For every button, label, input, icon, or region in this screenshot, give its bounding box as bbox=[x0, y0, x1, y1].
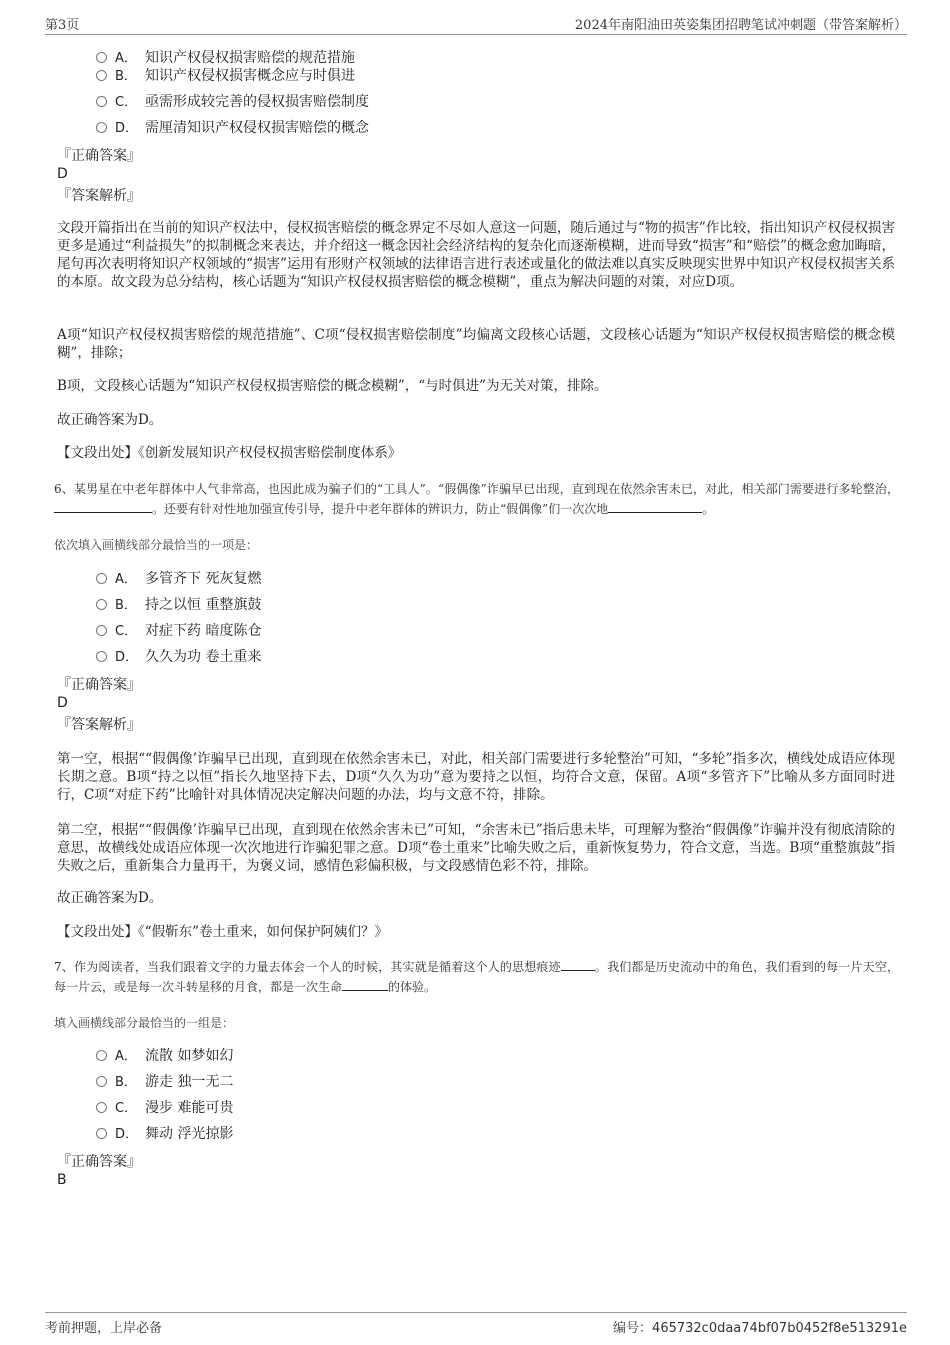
q6-analysis-paragraph: 第一空，根据““假偶像’诈骗早已出现，直到现在依然余害未已，对此，相关部门需要进行多轮整治”可知，“多轮”指多次，横线处成语应体现长期之意。B项“持之以恒”指长久地坚持下去，D项“久久为功”意为要持之以恒，均符合文意，保留。A项“多管齐下”比喻从多方面同时进行，C项“对症下药”比喻针对具体情况决定解决问题的办法，均与文意不符，排除。 bbox=[57, 751, 895, 803]
q6-option-a[interactable]: A． 多管齐下 死灰复燃 bbox=[96, 570, 261, 589]
blank-line bbox=[342, 978, 388, 991]
page-header bbox=[45, 14, 907, 35]
q6-answer-label: 『正确答案』 bbox=[57, 677, 141, 693]
q5-option-b[interactable]: B． 知识产权侵权损害概念应与时俱进 bbox=[96, 67, 355, 86]
blank-line bbox=[54, 500, 152, 513]
q7-option-b[interactable]: B． 游走 独一无二 bbox=[96, 1073, 233, 1092]
q7-option-a[interactable]: A． 流散 如梦如幻 bbox=[96, 1047, 233, 1066]
q7-answer-label: 『正确答案』 bbox=[57, 1154, 141, 1170]
radio-icon[interactable] bbox=[96, 1050, 107, 1061]
q5-conclusion: 故正确答案为D。 bbox=[57, 412, 163, 428]
q7-instruction: 填入画横线部分最恰当的一组是： bbox=[54, 1016, 235, 1030]
q5-answer-label: 『正确答案』 bbox=[57, 148, 141, 164]
q6-option-d[interactable]: D． 久久为功 卷土重来 bbox=[96, 648, 261, 667]
q5-option-a[interactable]: A． 知识产权侵权损害赔偿的规范措施 bbox=[96, 49, 355, 68]
q7-answer: B bbox=[57, 1172, 67, 1188]
q6-option-b[interactable]: B． 持之以恒 重整旗鼓 bbox=[96, 596, 261, 615]
page-number: 第3页 bbox=[45, 18, 80, 33]
q6-option-c[interactable]: C． 对症下药 暗度陈仓 bbox=[96, 622, 261, 641]
radio-icon[interactable] bbox=[96, 122, 107, 133]
footer-slogan: 考前押题，上岸必备 bbox=[45, 1321, 163, 1336]
q5-option-c[interactable]: C． 亟需形成较完善的侵权损害赔偿制度 bbox=[96, 93, 369, 112]
q5-source: 【文段出处】《创新发展知识产权侵权损害赔偿制度体系》 bbox=[57, 445, 402, 461]
q5-analysis-paragraph: B项，文段核心话题为“知识产权侵权损害赔偿的概念模糊”，“与时俱进”为无关对策，排除。 bbox=[57, 378, 608, 394]
radio-icon[interactable] bbox=[96, 651, 107, 662]
q5-analysis-label: 『答案解析』 bbox=[57, 188, 141, 204]
q6-conclusion: 故正确答案为D。 bbox=[57, 890, 163, 906]
q6-stem: 6、某男星在中老年群体中人气非常高，也因此成为骗子们的“工具人”。“假偶像”诈骗早已出现，直到现在依然余害未已，对此，相关部门需要进行多轮整治，。还要有针对性地加强宣传引导，提升中老年群体的辨识力，防止“假偶像”们一次次地 。 bbox=[54, 482, 899, 516]
q5-analysis-paragraph: 文段开篇指出在当前的知识产权法中，侵权损害赔偿的概念界定不尽如人意这一问题，随后通过与“物的损害”作比较，指出知识产权侵权损害更多是通过“利益损失”的拟制概念来表达，并介绍这一概念因社会经济结构的复杂化而逐渐模糊，进而导致“损害”和“赔偿”的概念愈加晦暗，尾句再次表明将知识产权领域的“损害”运用有形财产权领域的法律语言进行表述或量化的做法难以真实反映现实世界中知识产权侵权损害关系的本原。故文段为总分结构，核心话题为“知识产权侵权损害赔偿的概念模糊”，重点为解决问题的对策，对应D项。 bbox=[57, 220, 895, 290]
blank-line bbox=[608, 500, 702, 513]
q6-answer: D bbox=[57, 695, 68, 711]
q5-analysis-paragraph: A项“知识产权侵权损害赔偿的规范措施”、C项“侵权损害赔偿制度”均偏离文段核心话题，文段核心话题为“知识产权侵权损害赔偿的概念模糊”，排除； bbox=[57, 327, 895, 361]
radio-icon[interactable] bbox=[96, 96, 107, 107]
radio-icon[interactable] bbox=[96, 1102, 107, 1113]
radio-icon[interactable] bbox=[96, 599, 107, 610]
q6-analysis-label: 『答案解析』 bbox=[57, 717, 141, 733]
q6-source: 【文段出处】《“假靳东”卷土重来，如何保护阿姨们？》 bbox=[57, 924, 389, 940]
radio-icon[interactable] bbox=[96, 1076, 107, 1087]
q5-answer: D bbox=[57, 166, 68, 182]
radio-icon[interactable] bbox=[96, 573, 107, 584]
q7-stem: 7、作为阅读者，当我们跟着文字的力量去体会一个人的时候，其实就是循着这个人的思想痕迹 。我们都是历史流动中的角色，我们看到的每一片天空，每一片云，或是每一次斗转星移的月食，都是一次生命 的体验。 bbox=[54, 960, 899, 994]
radio-icon[interactable] bbox=[96, 625, 107, 636]
q6-instruction: 依次填入画横线部分最恰当的一项是： bbox=[54, 538, 259, 552]
radio-icon[interactable] bbox=[96, 1128, 107, 1139]
radio-icon[interactable] bbox=[96, 52, 107, 63]
q7-option-d[interactable]: D． 舞动 浮光掠影 bbox=[96, 1125, 233, 1144]
q5-option-d[interactable]: D． 需厘清知识产权侵权损害赔偿的概念 bbox=[96, 119, 369, 138]
document-code: 编号：465732c0daa74bf07b0452f8e513291e bbox=[613, 1321, 907, 1336]
blank-line bbox=[561, 958, 595, 971]
radio-icon[interactable] bbox=[96, 70, 107, 81]
q7-option-c[interactable]: C． 漫步 难能可贵 bbox=[96, 1099, 233, 1118]
document-title: 2024年南阳油田英姿集团招聘笔试冲刺题（带答案解析） bbox=[574, 18, 907, 33]
q6-analysis-paragraph: 第二空，根据““假偶像’诈骗早已出现，直到现在依然余害未已”可知，“余害未已”指后患未毕，可理解为整治“假偶像”诈骗并没有彻底清除的意思，故横线处成语应体现一次次地进行诈骗犯罪之意。D项“卷土重来”比喻失败之后，重新恢复势力，符合文意，当选。B项“重整旗鼓”指失败之后，重新集合力量再干，为褒义词，感情色彩偏积极，与文段感情色彩不符，排除。 bbox=[57, 822, 895, 874]
page-footer bbox=[45, 1312, 907, 1337]
